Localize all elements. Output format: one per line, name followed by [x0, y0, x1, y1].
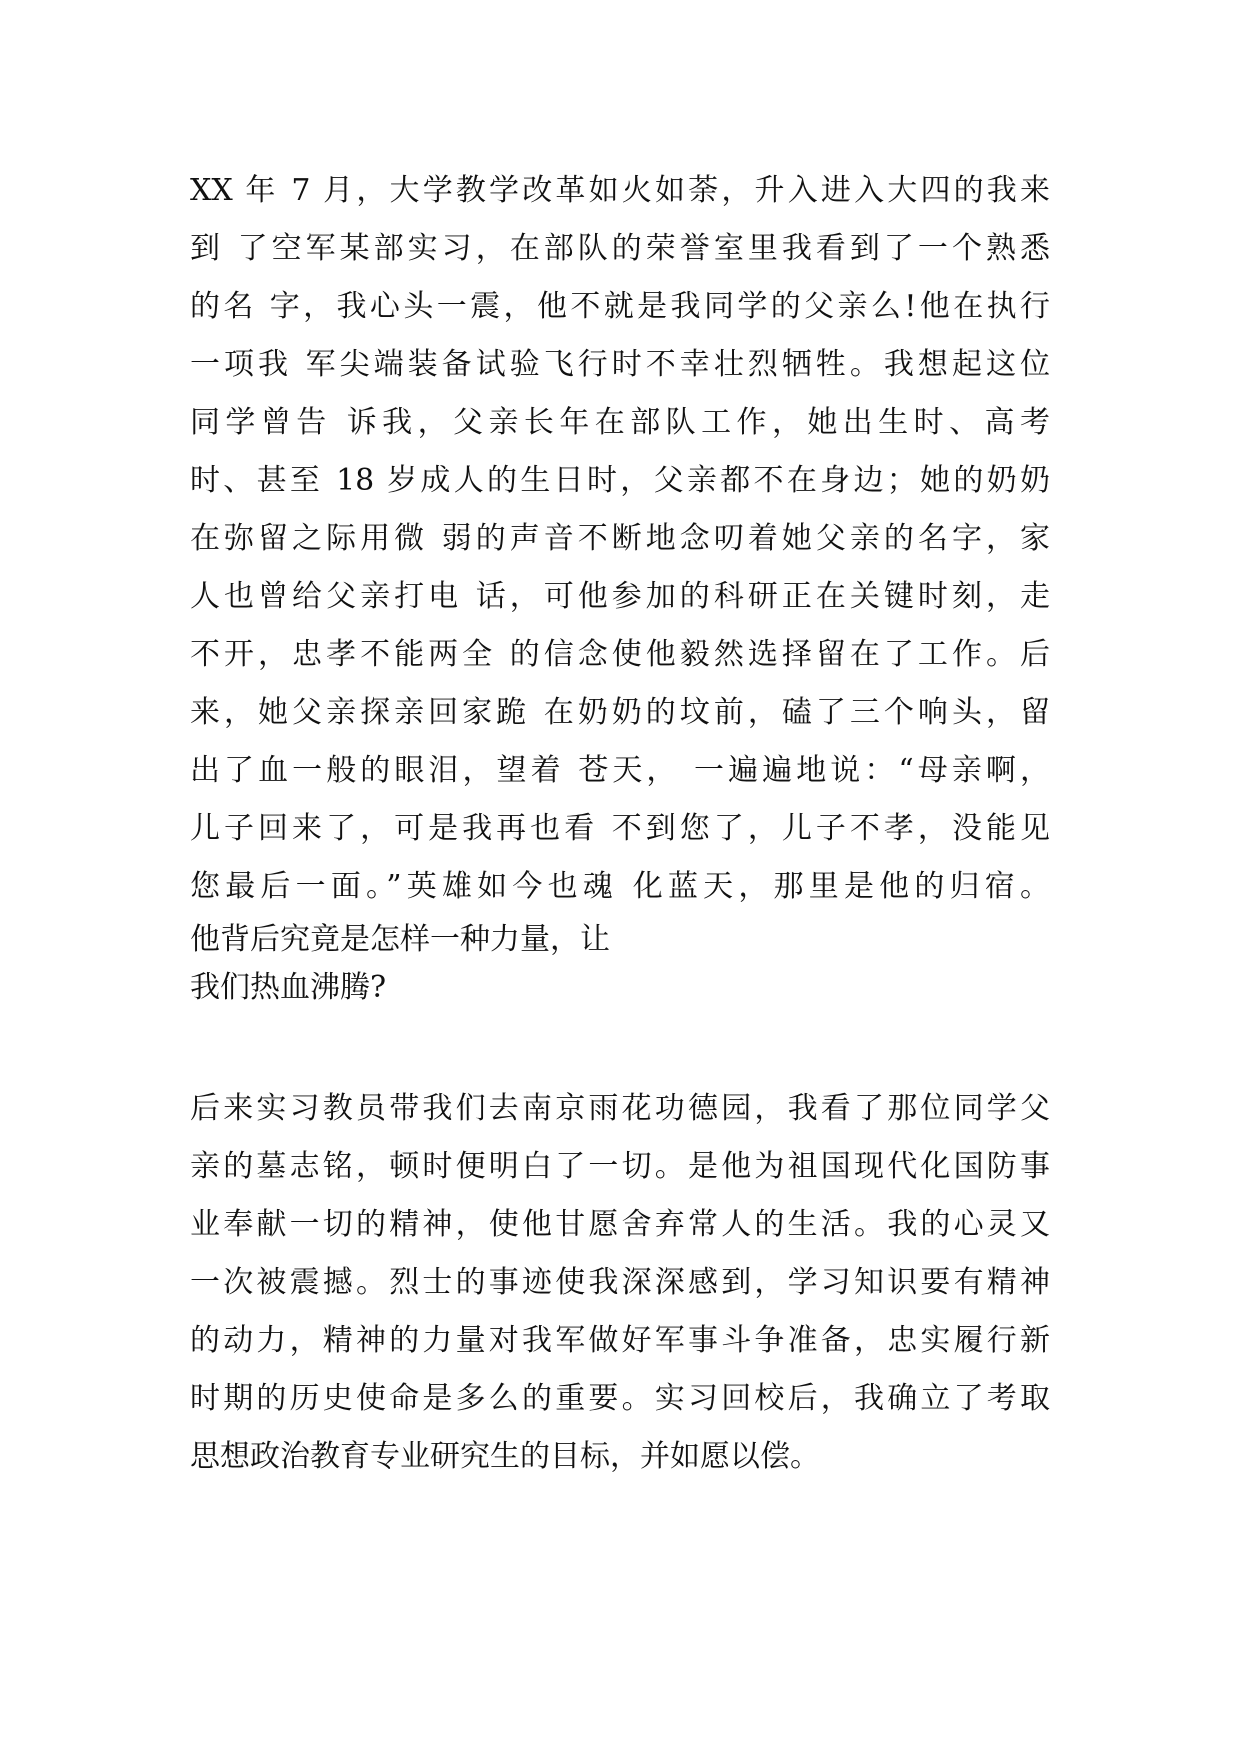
text-line: 您最后一面。”英雄如今也魂 化蓝天，那里是他的归宿。 [190, 869, 1050, 904]
text-line: 时、甚至 18 岁成人的生日时，父亲都不在身边；她的奶奶 [190, 463, 1050, 498]
text-line: 后来实习教员带我们去南京雨花功德园，我看了那位同学父 [190, 1091, 1050, 1126]
text-line: 一项我 军尖端装备试验飞行时不幸壮烈牺牲。我想起这位 [190, 347, 1050, 382]
text-line: 的名 字，我心头一震，他不就是我同学的父亲么!他在执行 [190, 289, 1050, 324]
text-line: 在弥留之际用微 弱的声音不断地念叨着她父亲的名字，家 [190, 521, 1050, 556]
text-line: 他背后究竟是怎样一种力量，让 [190, 922, 610, 957]
paragraph-2 [190, 1080, 1050, 1486]
text-line: 一次被震撼。烈士的事迹使我深深感到，学习知识要有精神 [190, 1265, 1050, 1300]
text-line: 到 了空军某部实习，在部队的荣誉室里我看到了一个熟悉 [190, 231, 1050, 266]
text-line: 不开，忠孝不能两全 的信念使他毅然选择留在了工作。后 [190, 637, 1050, 672]
text-line: 时期的历史使命是多么的重要。实习回校后，我确立了考取 [190, 1381, 1050, 1416]
text-line: XX 年 7 月，大学教学改革如火如荼，升入进入大四的我来 [190, 173, 1050, 208]
text-line: 亲的墓志铭，顿时便明白了一切。是他为祖国现代化国防事 [190, 1149, 1050, 1184]
paragraph-1 [190, 162, 1050, 1012]
text-line: 出了血一般的眼泪，望着 苍天， 一遍遍地说：“母亲啊， [190, 753, 1050, 788]
text-line: 儿子回来了，可是我再也看 不到您了，儿子不孝，没能见 [190, 811, 1050, 846]
text-line: 同学曾告 诉我，父亲长年在部队工作，她出生时、高考 [190, 405, 1050, 440]
text-line: 思想政治教育专业研究生的目标，并如愿以偿。 [190, 1439, 820, 1474]
text-line: 的动力，精神的力量对我军做好军事斗争准备，忠实履行新 [190, 1323, 1050, 1358]
text-line: 我们热血沸腾? [190, 970, 387, 1005]
text-line: 来，她父亲探亲回家跪 在奶奶的坟前，磕了三个响头，留 [190, 695, 1050, 730]
text-line: 业奉献一切的精神，使他甘愿舍弃常人的生活。我的心灵又 [190, 1207, 1050, 1242]
text-line: 人也曾给父亲打电 话，可他参加的科研正在关键时刻，走 [190, 579, 1050, 614]
